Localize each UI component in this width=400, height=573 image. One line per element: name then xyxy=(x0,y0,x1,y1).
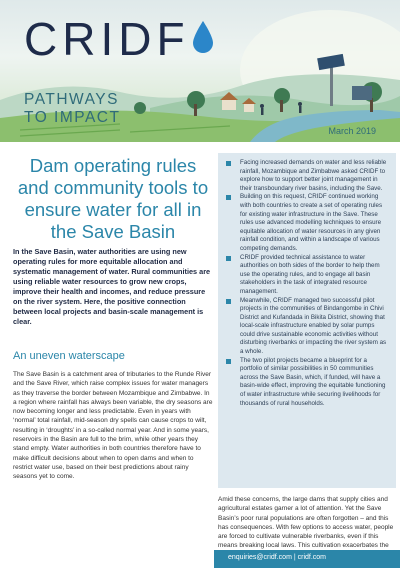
series-title xyxy=(24,91,120,127)
summary-list xyxy=(218,153,396,408)
water-drop-icon xyxy=(192,20,214,54)
cridf-logo: CRIDF xyxy=(24,13,190,65)
section-subheading: An uneven waterscape xyxy=(13,350,125,362)
summary-item-text: Building on this request, CRIDF continued working with both countries to create a set of operating rules for existing water infrastructure in the Save. These rules use advanced modelling techniques to ensure equitable allocation of water resources in any given rainfall condition, and within a landscape of various competing demands. xyxy=(240,193,383,252)
summary-item-text: The two pilot projects became a blueprint for a portfolio of similar possibilities in 50 communities across the Save Basin, which, if funded, will have a basin-wide effect, improving the equitable functioning of water infrastructure while securing livelihoods for thousands of rural households. xyxy=(240,356,386,407)
summary-item xyxy=(226,193,388,253)
header-banner xyxy=(0,0,400,142)
summary-item-text: CRIDF provided technical assistance to water authorities on both sides of the border to help them use the operating rules, and to engage all basin stakeholders in the task of integrated resource management. xyxy=(240,253,380,295)
bullet-square-icon xyxy=(226,161,231,166)
bullet-square-icon xyxy=(226,256,231,261)
publication-date: March 2019 xyxy=(328,126,376,136)
article-intro: In the Save Basin, water authorities are using new operating rules for more equitable allocation and systematic management of water. Rural communities are using reliable water resources to grow new crops, improve their health and incomes, and reduce pressure on the river system. Here, the positive connection between local projects and basin-scale management is clear. xyxy=(13,247,211,326)
paragraph: The Save Basin is a catchment area of tributaries to the Runde River and the Save River, which raise complex issues for water managers as they traverse the border between Mozambique and Zimbabwe. In a region where rainfall has always been variable, the dry seasons are now becoming longer and less predictable. Even in years with ‘normal’ total rainfall, mid-season dry spells can cause crops to wilt, resulting in ‘droughts’ in a so-called normal year. And in some years, reservoirs in the Basin are full to the brim, while other years they stand empty. Water authorities in both countries therefore have to make difficult decisions about when to open dams and when to restrict water use, based on their best predictions about rainy seasons yet to come. xyxy=(13,371,213,481)
contact-link[interactable]: enquiries@cridf.com | cridf.com xyxy=(228,554,327,561)
article-headline: Dam operating rules and community tools to ensure water for all in the Save Basin xyxy=(17,155,209,242)
summary-item xyxy=(226,254,388,297)
bullet-square-icon xyxy=(226,359,231,364)
body-text-right: Amid these concerns, the large dams that supply cities and agricultural estates garner a lot of attention. Yet the Save Basin’s poor rural populations are often forgotten – and this has consequences. With few options to access water, people are forced to cultivate vulnerable riverbanks, even if this means breaking local laws. This cultivation exacerbates the xyxy=(218,496,394,550)
body-text-left xyxy=(13,370,213,482)
summary-item-text: Facing increased demands on water and less reliable rainfall, Mozambique and Zimbabwe asked CRIDF to explore how to support better joint management in their transboundary river basins, including the Save. xyxy=(240,159,387,192)
summary-item xyxy=(226,297,388,357)
contact-footer xyxy=(214,550,400,568)
pathways-line-1: PATHWAYS xyxy=(24,91,119,108)
summary-item-text: Meanwhile, CRIDF managed two successful pilot projects in the communities of Bindangombe in Chivi District and Kufandada in Bikita District, showing that local-scale infrastructure enabled by solar pumps could drive sustainable economic activities without disturbing riverbanks or impacting the river system as a whole. xyxy=(240,296,387,356)
bullet-square-icon xyxy=(226,299,231,304)
bullet-square-icon xyxy=(226,195,231,200)
summary-item xyxy=(226,357,388,409)
summary-item xyxy=(226,159,388,193)
summary-box xyxy=(218,153,396,488)
pathways-line-2: TO IMPACT xyxy=(24,109,121,126)
